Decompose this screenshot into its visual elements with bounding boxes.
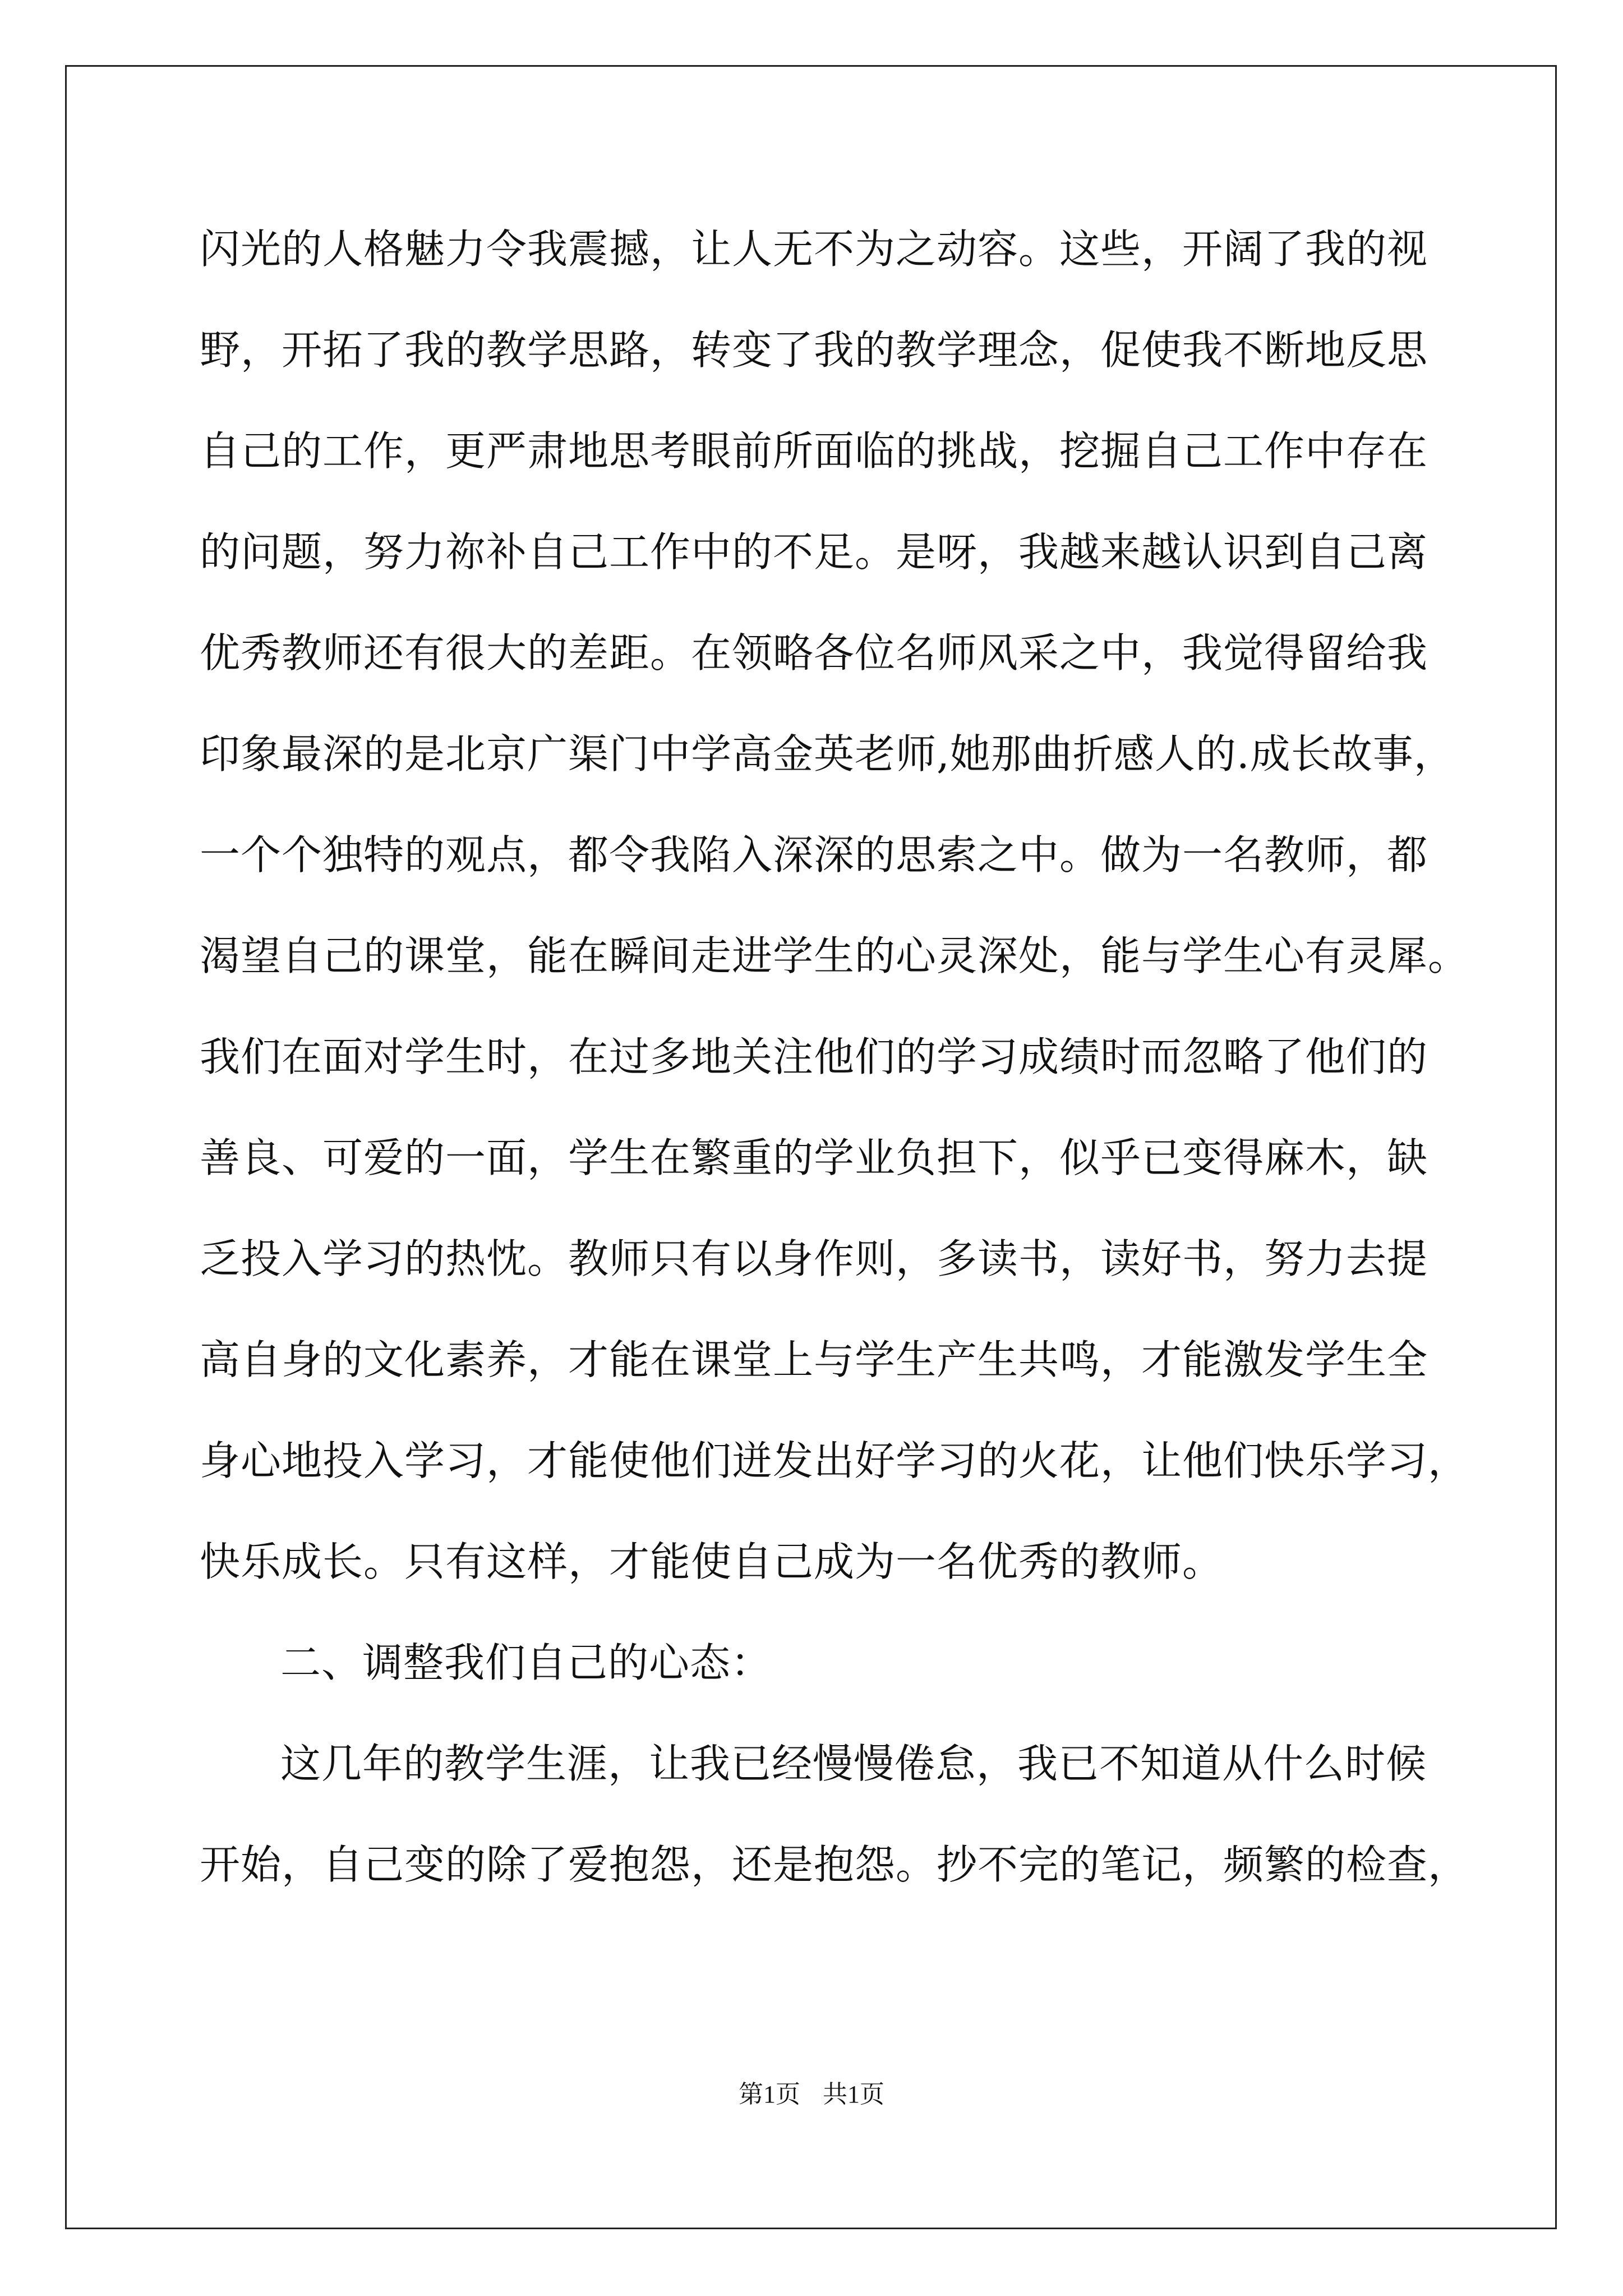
text-line: 优秀教师还有很大的差距。在领略各位名师风采之中，我觉得留给我 — [200, 629, 1428, 677]
text-line: 一个个独特的观点，都令我陷入深深的思索之中。做为一名教师，都 — [200, 831, 1428, 878]
text-line: 野，开拓了我的教学思路，转变了我的教学理念，促使我不断地反思 — [200, 326, 1428, 374]
page-footer — [0, 2078, 1623, 2111]
text-line: 快乐成长。只有这样，才能使自己成为一名优秀的教师。 — [200, 1538, 1224, 1585]
text-line: 渴望自己的课堂，能在瞬间走进学生的心灵深处，能与学生心有灵犀。 — [200, 932, 1469, 979]
text-line: 印象最深的是北京广渠门中学高金英老师,她那曲折感人的.成长故事， — [200, 730, 1455, 777]
text-line: 自己的工作，更严肃地思考眼前所面临的挑战，挖掘自己工作中存在 — [200, 427, 1428, 475]
document-body — [200, 204, 1469, 1921]
text-line: 开始，自己变的除了爱抱怨，还是抱怨。抄不完的笔记，频繁的检查， — [200, 1841, 1469, 1888]
text-line: 身心地投入学习，才能使他们迸发出好学习的火花，让他们快乐学习， — [200, 1437, 1469, 1484]
text-line: 这几年的教学生涯，让我已经慢慢倦怠，我已不知道从什么时候 — [280, 1740, 1427, 1787]
page-number: 第1页 — [739, 2081, 800, 2108]
text-line: 高自身的文化素养，才能在课堂上与学生产生共鸣，才能激发学生全 — [200, 1336, 1428, 1383]
page-total: 共1页 — [823, 2081, 884, 2108]
text-line: 善良、可爱的一面，学生在繁重的学业负担下，似乎已变得麻木，缺 — [200, 1134, 1428, 1181]
text-line: 闪光的人格魅力令我震撼，让人无不为之动容。这些，开阔了我的视 — [200, 226, 1428, 273]
text-line: 我们在面对学生时，在过多地关注他们的学习成绩时而忽略了他们的 — [200, 1033, 1428, 1080]
text-line: 的问题，努力祢补自己工作中的不足。是呀，我越来越认识到自己离 — [200, 528, 1428, 576]
section-heading: 二、调整我们自己的心态： — [280, 1639, 772, 1686]
text-line: 乏投入学习的热忱。教师只有以身作则，多读书，读好书，努力去提 — [200, 1235, 1428, 1282]
